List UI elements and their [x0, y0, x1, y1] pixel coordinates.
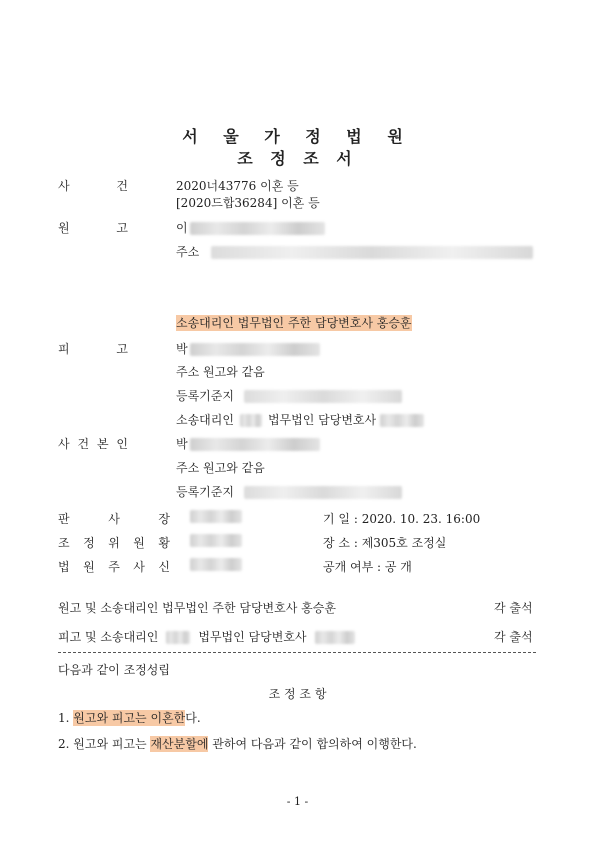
attendance-defendant: 피고 및 소송대리인 법무법인 담당변호사	[58, 628, 355, 645]
plaintiff-name: 이	[176, 219, 325, 236]
redacted-address	[211, 246, 533, 259]
redacted-registered	[244, 390, 402, 403]
redacted-agent	[240, 414, 262, 427]
clerk-name	[190, 557, 242, 571]
judge-name	[190, 509, 242, 523]
redacted-name	[190, 438, 320, 451]
settlement-item-1: 1. 원고와 피고는 이혼한다.	[58, 711, 201, 725]
redacted-name	[190, 222, 325, 235]
attendance-defendant-status: 각 출석	[494, 630, 533, 644]
principal-label: 사 건 본 인	[58, 437, 128, 451]
session-date: 기 일 : 2020. 10. 23. 16:00	[323, 512, 481, 526]
defendant-agent: 소송대리인 법무법인 담당변호사	[176, 411, 424, 428]
attendance-plaintiff: 원고 및 소송대리인 법무법인 주한 담당변호사 홍승훈	[58, 601, 336, 615]
defendant-label: 피 고	[58, 342, 128, 356]
court-title: 서 울 가 정 법 원	[182, 127, 413, 146]
defendant-address: 주소 원고와 같음	[176, 365, 265, 379]
document-title: 조 정 조 서	[237, 149, 358, 168]
principal-registered: 등록기준지	[176, 483, 402, 500]
divider	[58, 652, 536, 653]
judge-label: 판 사 장	[58, 512, 170, 526]
defendant-name: 박	[176, 340, 320, 357]
case-number-original: [2020드합36284] 이혼 등	[176, 196, 320, 210]
mediator-name	[190, 533, 242, 547]
principal-address: 주소 원고와 같음	[176, 461, 265, 475]
session-public: 공개 여부 : 공 개	[323, 560, 412, 574]
settlement-heading: 조 정 조 항	[268, 687, 327, 701]
redacted-name	[190, 343, 320, 356]
redacted-lawyer	[380, 414, 424, 427]
plaintiff-agent: 소송대리인 법무법인 주한 담당변호사 홍승훈	[176, 316, 412, 330]
mediator-label: 조 정 위 원 황	[58, 536, 170, 550]
plaintiff-address: 주소	[176, 243, 533, 260]
principal-name: 박	[176, 435, 320, 452]
settlement-item-2: 2. 원고와 피고는 재산분할에 관하여 다음과 같이 합의하여 이행한다.	[58, 737, 417, 751]
settlement-intro: 다음과 같이 조정성립	[58, 663, 170, 677]
case-label: 사 건	[58, 179, 128, 193]
attendance-plaintiff-status: 각 출석	[494, 601, 533, 615]
defendant-registered: 등록기준지	[176, 387, 402, 404]
page-number: - 1 -	[286, 795, 309, 808]
redacted-registered	[244, 486, 402, 499]
clerk-label: 법 원 주 사 신	[58, 560, 170, 574]
case-number: 2020너43776 이혼 등	[176, 179, 299, 193]
session-place: 장 소 : 제305호 조정실	[323, 536, 447, 550]
plaintiff-label: 원 고	[58, 221, 128, 235]
